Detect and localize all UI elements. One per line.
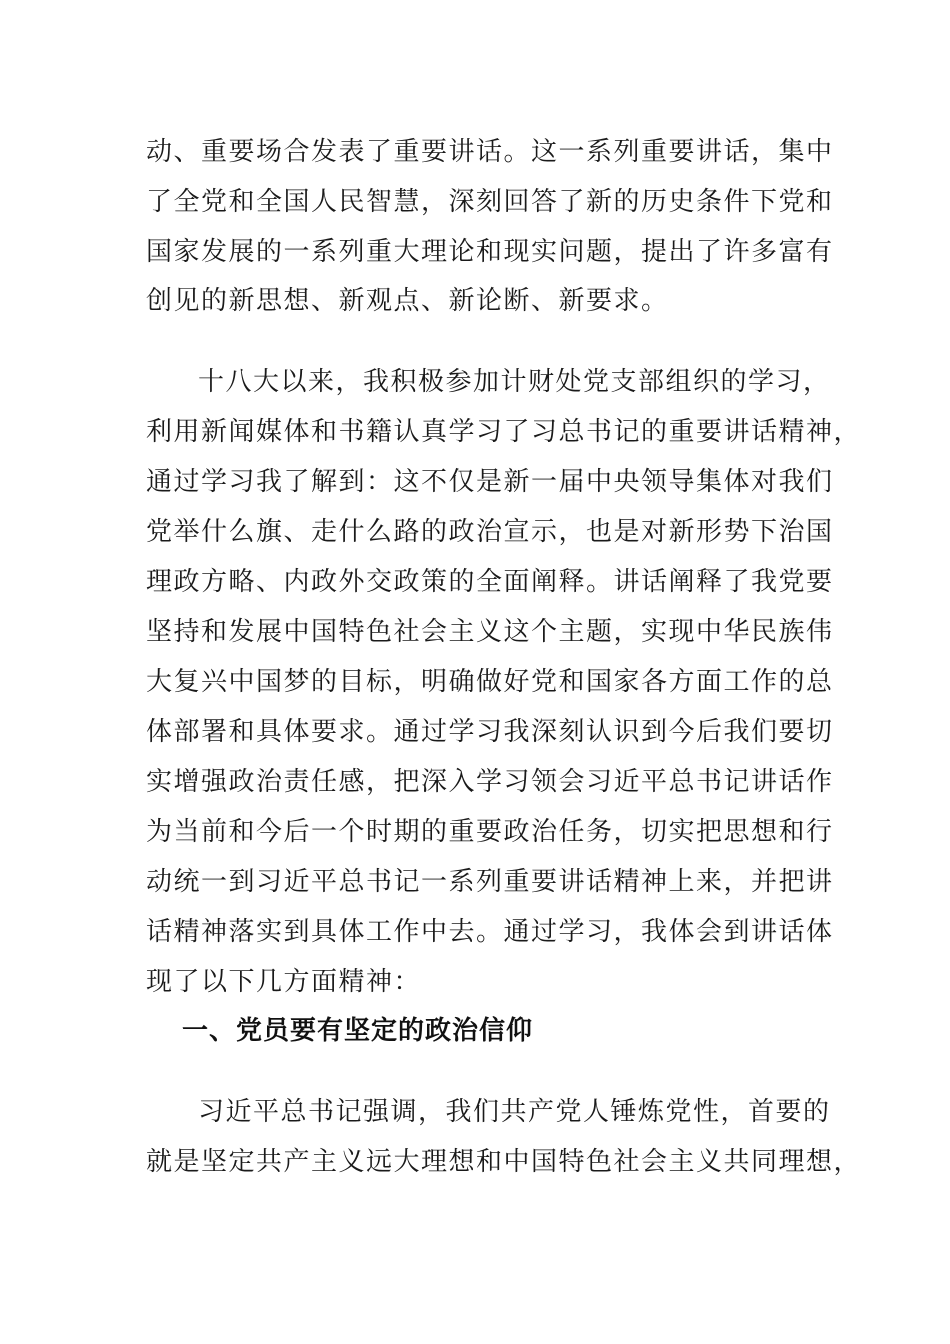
para2-line-4: 党举什么旗、走什么路的政治宣示，也是对新形势下治国 — [146, 517, 834, 547]
para2-line-3: 通过学习我了解到：这不仅是新一届中央领导集体对我们 — [146, 467, 834, 497]
para1-line-3: 国家发展的一系列重大理论和现实问题，提出了许多富有 — [146, 237, 834, 267]
para1-line-1: 动、重要场合发表了重要讲话。这一系列重要讲话，集中 — [146, 137, 834, 167]
para1-line-4: 创见的新思想、新观点、新论断、新要求。 — [146, 286, 669, 316]
para2-line-10: 为当前和今后一个时期的重要政治任务，切实把思想和行 — [146, 817, 834, 847]
para2-line-13: 现了以下几方面精神： — [146, 967, 422, 997]
para2-line-11: 动统一到习近平总书记一系列重要讲话精神上来，并把讲 — [146, 867, 834, 897]
para2-line-7: 大复兴中国梦的目标，明确做好党和国家各方面工作的总 — [146, 667, 834, 697]
section-heading-1: 一、党员要有坚定的政治信仰 — [182, 1016, 534, 1046]
para2-line-5: 理政方略、内政外交政策的全面阐释。讲话阐释了我党要 — [146, 567, 834, 597]
para2-line-12: 话精神落实到具体工作中去。通过学习，我体会到讲话体 — [146, 917, 834, 947]
para3-line-2: 就是坚定共产主义远大理想和中国特色社会主义共同理想， — [146, 1147, 862, 1177]
para3-line-1: 习近平总书记强调，我们共产党人锤炼党性，首要的 — [198, 1097, 831, 1127]
para1-line-2: 了全党和全国人民智慧，深刻回答了新的历史条件下党和 — [146, 187, 834, 217]
para2-line-9: 实增强政治责任感，把深入学习领会习近平总书记讲话作 — [146, 767, 834, 797]
para2-line-6: 坚持和发展中国特色社会主义这个主题，实现中华民族伟 — [146, 617, 834, 647]
para2-line-8: 体部署和具体要求。通过学习我深刻认识到今后我们要切 — [146, 717, 834, 747]
para2-line-1: 十八大以来，我积极参加计财处党支部组织的学习， — [198, 367, 831, 397]
para2-line-2: 利用新闻媒体和书籍认真学习了习总书记的重要讲话精神， — [146, 417, 862, 447]
